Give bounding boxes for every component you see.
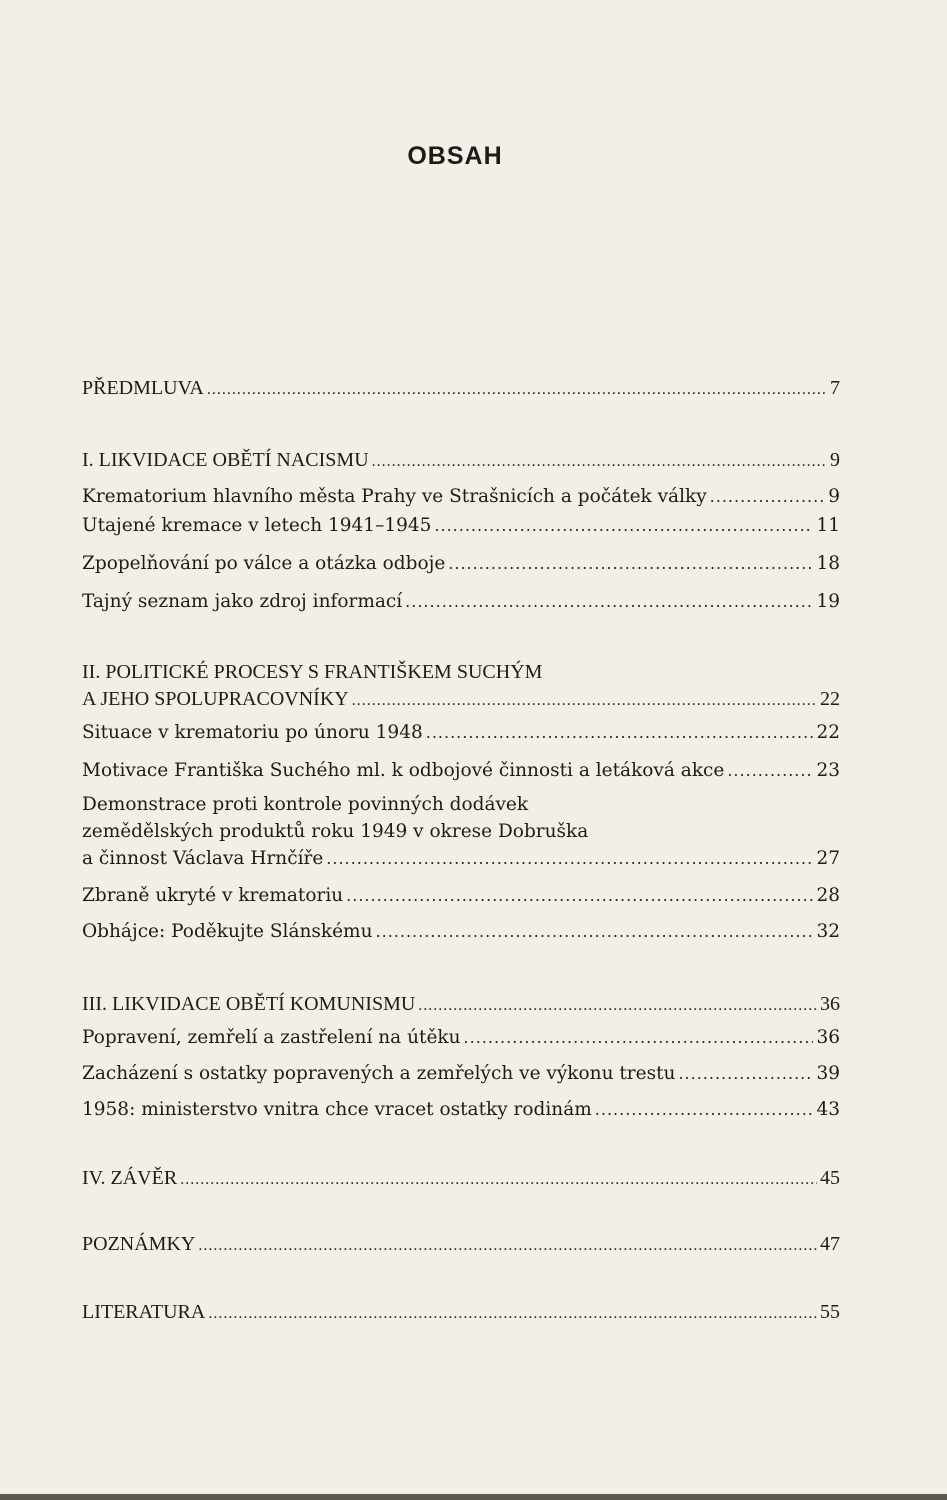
dot-leader [678, 1060, 813, 1088]
toc-page-number: 36 [820, 993, 840, 1015]
toc-page-number: 9 [830, 449, 840, 471]
toc-entry-label: I. LIKVIDACE OBĚTÍ NACISMU [82, 449, 369, 471]
toc-entry-notes [82, 1230, 840, 1260]
toc-entry [82, 1060, 840, 1088]
dot-leader [346, 882, 813, 910]
toc-page-number: 22 [820, 688, 840, 710]
page-edge-shadow [0, 1494, 947, 1500]
dot-leader [372, 448, 827, 476]
dot-leader [208, 1300, 817, 1328]
toc-page-number: 11 [816, 515, 840, 536]
toc-page-number: 47 [820, 1233, 840, 1255]
toc-page-number: 43 [816, 1099, 840, 1120]
toc-page-number: 32 [816, 921, 840, 942]
toc-entry [82, 882, 840, 910]
toc-entry-chapter-1 [82, 446, 840, 476]
toc-entry-chapter-3 [82, 990, 840, 1020]
toc-entry-label: Zacházení s ostatky popravených a zemřelých ve výkonu trestu [82, 1063, 676, 1084]
dot-leader [448, 550, 813, 578]
toc-page-number: 19 [816, 591, 840, 612]
toc-entry-label: 1958: ministerstvo vnitra chce vracet ostatky rodinám [82, 1099, 592, 1120]
toc-entry-label: Popravení, zemřelí a zastřelení na útěku [82, 1027, 461, 1048]
toc-entry [82, 1024, 840, 1052]
toc-entry [82, 550, 840, 578]
toc-page-number: 28 [816, 885, 840, 906]
toc-entry-label: Tajný seznam jako zdroj informací [82, 591, 403, 612]
dot-leader [198, 1232, 817, 1260]
toc-entry-label: Zpopelňování po válce a otázka odboje [82, 553, 446, 574]
toc-entry-predmluva [82, 374, 840, 404]
toc-entry-line1: Demonstrace proti kontrole povinných dodávek [82, 794, 529, 815]
dot-leader [710, 483, 826, 511]
toc-entry [82, 918, 840, 946]
toc-entry-chapter-2-line1: II. POLITICKÉ PROCESY S FRANTIŠKEM SUCHÝM [82, 661, 543, 683]
toc-entry-chapter-2 [82, 685, 840, 715]
toc-entry-label: IV. ZÁVĚR [82, 1167, 178, 1189]
toc-entry [82, 845, 840, 873]
toc-entry-label: A JEHO SPOLUPRACOVNÍKY [82, 688, 349, 710]
toc-entry-label: Obhájce: Poděkujte Slánskému [82, 921, 373, 942]
toc-page-number: 36 [816, 1027, 840, 1048]
toc-entry-label: Zbraně ukryté v krematoriu [82, 885, 344, 906]
dot-leader [727, 757, 813, 785]
dot-leader [376, 918, 814, 946]
toc-page-number: 27 [816, 848, 840, 869]
toc-entry-literature [82, 1298, 840, 1328]
toc-entry-label: Utajené kremace v letech 1941–1945 [82, 515, 432, 536]
dot-leader [464, 1024, 814, 1052]
toc-entry-label: a činnost Václava Hrnčíře [82, 848, 324, 869]
toc-entry-label: Situace v krematoriu po únoru 1948 [82, 722, 423, 743]
dot-leader [180, 1166, 817, 1194]
toc-entry [82, 512, 840, 540]
toc-entry [82, 719, 840, 747]
toc-entry-label: LITERATURA [82, 1301, 206, 1323]
dot-leader [595, 1096, 814, 1124]
dot-leader [426, 719, 814, 747]
toc-page-number: 55 [820, 1301, 840, 1323]
dot-leader [352, 687, 817, 715]
toc-entry-label: POZNÁMKY [82, 1233, 196, 1255]
toc-page-number: 18 [816, 553, 840, 574]
toc-page-number: 22 [816, 722, 840, 743]
toc-entry [82, 588, 840, 616]
toc-page-number: 7 [830, 377, 840, 399]
toc-entry-line2: zemědělských produktů roku 1949 v okrese Dobruška [82, 821, 589, 842]
toc-entry [82, 757, 840, 785]
toc-entry-label: Motivace Františka Suchého ml. k odbojové činnosti a letáková akce [82, 760, 725, 781]
dot-leader [326, 845, 813, 873]
toc-entry-label: Krematorium hlavního města Prahy ve Strašnicích a počátek války [82, 486, 707, 507]
toc-page-number: 45 [820, 1167, 840, 1189]
toc-entry-label: III. LIKVIDACE OBĚTÍ KOMUNISMU [82, 993, 416, 1015]
dot-leader [418, 992, 817, 1020]
toc-page-number: 9 [828, 486, 840, 507]
toc-entry-label: PŘEDMLUVA [82, 377, 204, 399]
toc-entry-chapter-4 [82, 1164, 840, 1194]
toc-page-number: 23 [816, 760, 840, 781]
page-title: OBSAH [407, 142, 503, 170]
toc-page-number: 39 [816, 1063, 840, 1084]
toc-entry [82, 483, 840, 511]
dot-leader [207, 376, 827, 404]
toc-entry [82, 1096, 840, 1124]
dot-leader [405, 588, 813, 616]
dot-leader [434, 512, 813, 540]
